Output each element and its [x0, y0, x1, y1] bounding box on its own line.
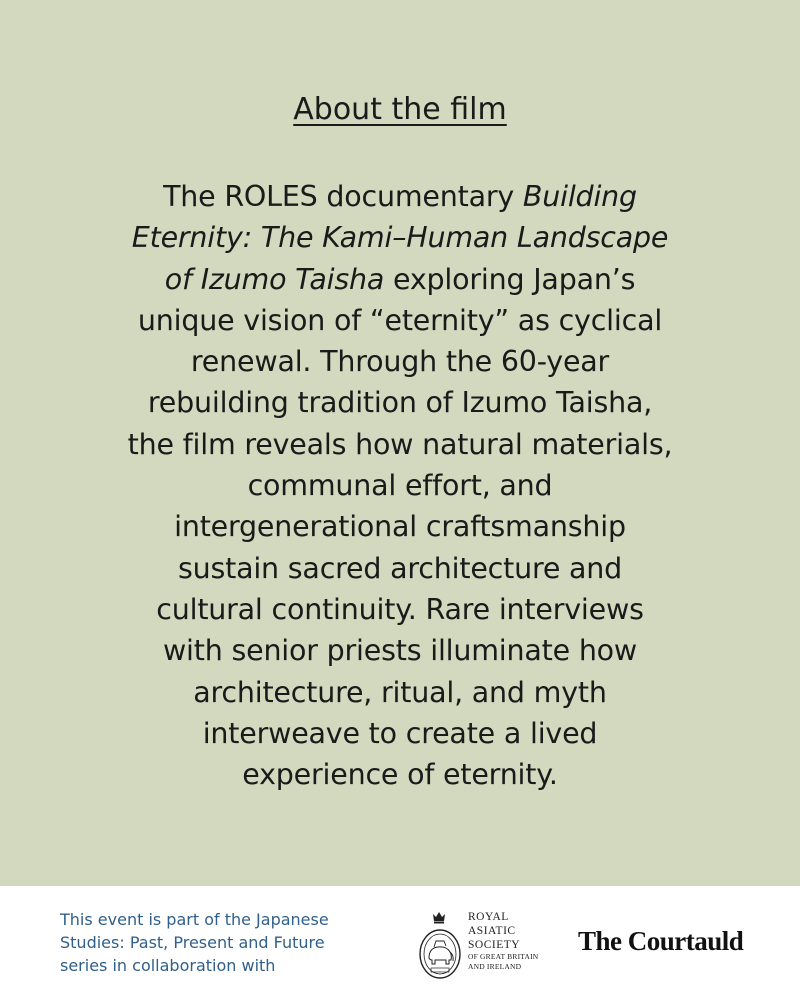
- description-line: architecture, ritual, and myth: [193, 675, 607, 709]
- description-line: unique vision of “eternity” as cyclical: [137, 303, 663, 337]
- description-line: interweave to create a lived: [202, 716, 598, 750]
- ras-line: ASIATIC: [468, 925, 516, 937]
- note-line: This event is part of the Japanese: [60, 910, 329, 929]
- description-line: rebuilding tradition of Izumo Taisha,: [147, 386, 653, 420]
- note-line: Studies: Past, Present and Future: [60, 933, 325, 952]
- description-line: communal effort, and: [247, 469, 553, 503]
- crown-icon: [432, 910, 446, 924]
- description-line: sustain sacred architecture and: [177, 551, 623, 585]
- ras-line: SOCIETY: [468, 939, 521, 951]
- description-line: experience of eternity.: [242, 758, 558, 792]
- elephant-seal-icon: [418, 928, 462, 980]
- description-line: renewal. Through the 60-year: [190, 345, 610, 379]
- ras-line: ROYAL: [468, 911, 509, 923]
- courtauld-logo: The Courtauld: [578, 926, 744, 956]
- footer: [0, 886, 800, 1000]
- description-line: intergenerational craftsmanship: [174, 510, 626, 544]
- section-heading: About the film: [293, 92, 507, 127]
- royal-asiatic-society-logo: [418, 908, 568, 988]
- description-line: the film reveals how natural materials,: [127, 427, 673, 461]
- ras-wordmark: [468, 910, 538, 972]
- description-line: with senior priests illuminate how: [162, 634, 638, 668]
- description-line: The ROLES documentary Building: [163, 180, 637, 213]
- note-line: series in collaboration with: [60, 956, 276, 975]
- description-line: cultural continuity. Rare interviews: [156, 592, 644, 626]
- film-description: [80, 176, 720, 795]
- ras-line: OF GREAT BRITAIN: [468, 952, 539, 961]
- ras-line: AND IRELAND: [468, 962, 522, 971]
- description-line: of Izumo Taisha exploring Japan’s: [164, 262, 636, 296]
- collaboration-note: [60, 908, 390, 977]
- description-line: Eternity: The Kami–Human Landscape: [131, 221, 669, 255]
